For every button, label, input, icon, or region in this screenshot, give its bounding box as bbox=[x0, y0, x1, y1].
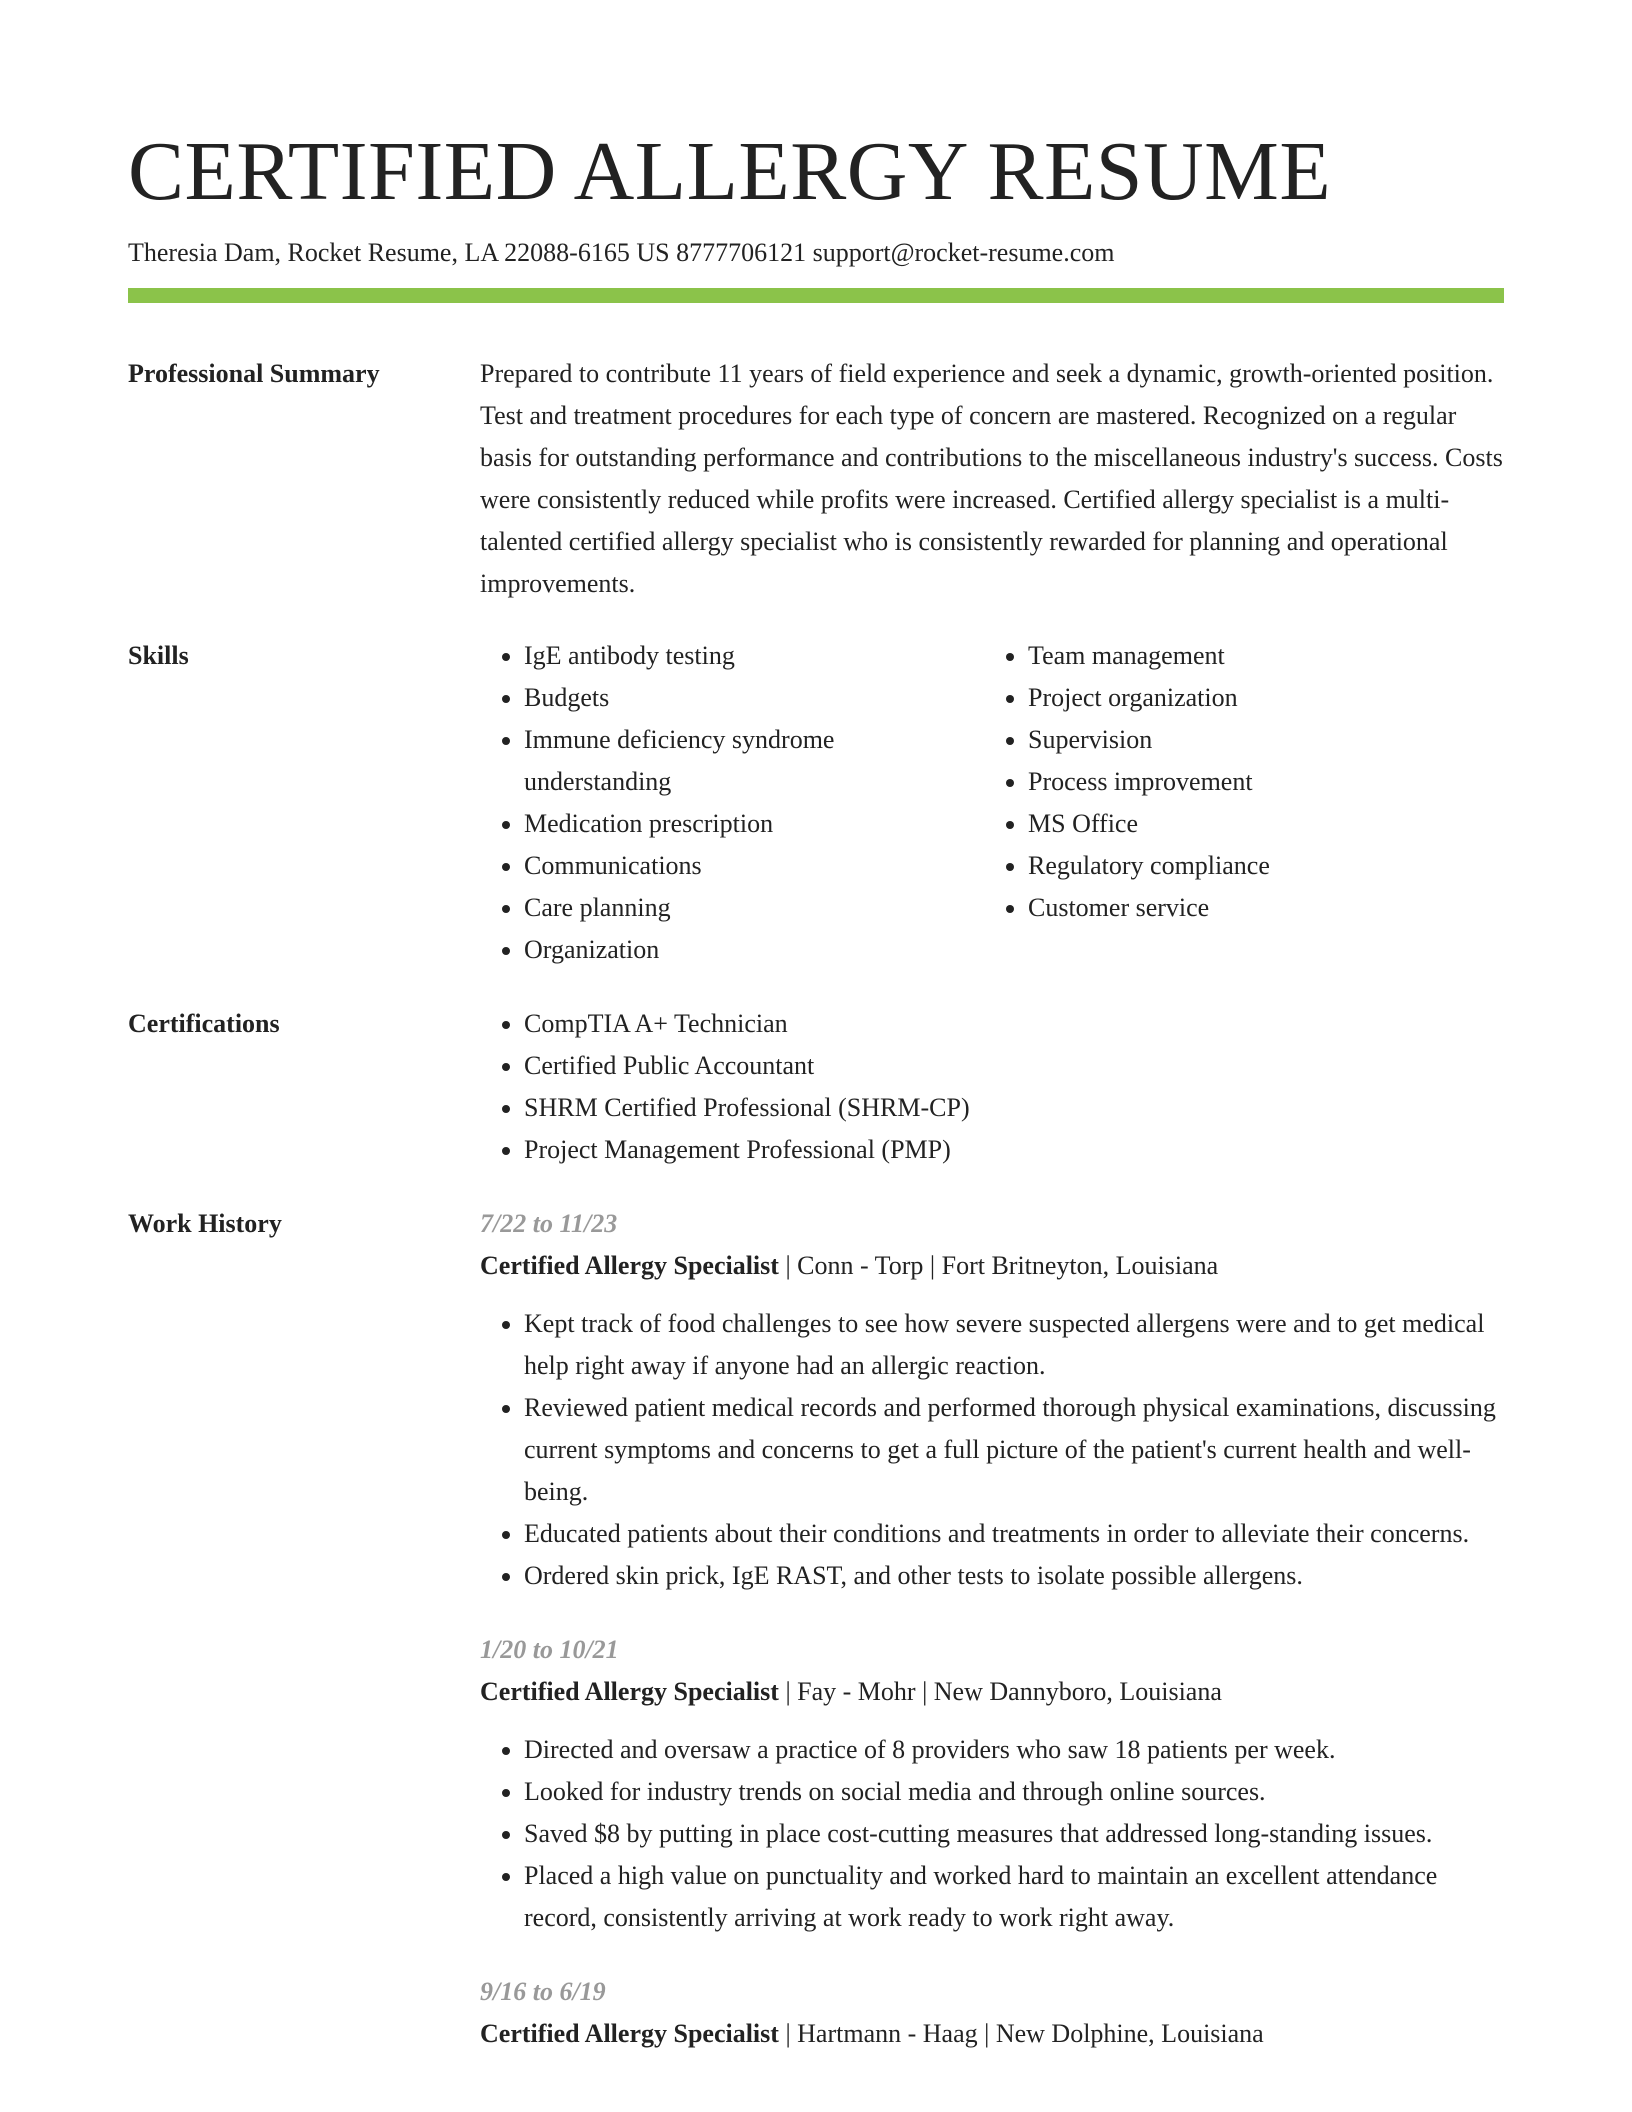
section-label: Work History bbox=[128, 1209, 282, 1238]
certifications-section bbox=[128, 1003, 1504, 1171]
skill-item: • IgE antibody testing bbox=[524, 635, 984, 677]
skill-item: • Organization bbox=[524, 929, 984, 971]
skill-item: • Care planning bbox=[524, 887, 984, 929]
job-employer-location: | Conn - Torp | Fort Britneyton, Louisiana bbox=[778, 1251, 1219, 1280]
skill-item: • Process improvement bbox=[1028, 761, 1528, 803]
certifications-list bbox=[480, 1003, 1504, 1171]
skills-list-right bbox=[984, 635, 1528, 971]
work-history-body bbox=[480, 1203, 1504, 2055]
skill-item: • Budgets bbox=[524, 677, 984, 719]
job-bullet: • Directed and oversaw a practice of 8 providers who saw 18 patients per week. bbox=[524, 1729, 1504, 1771]
skill-item: • Medication prescription bbox=[524, 803, 984, 845]
work-history-section bbox=[128, 1203, 1504, 2055]
accent-divider bbox=[128, 288, 1504, 303]
resume-title: CERTIFIED ALLERGY RESUME bbox=[128, 125, 1332, 218]
certification-item: • CompTIA A+ Technician bbox=[524, 1003, 1504, 1045]
job-dates: 7/22 to 11/23 bbox=[480, 1209, 618, 1238]
section-label: Skills bbox=[128, 641, 189, 670]
job-bullet: • Ordered skin prick, IgE RAST, and other tests to isolate possible allergens. bbox=[524, 1555, 1504, 1597]
certification-item: • Certified Public Accountant bbox=[524, 1045, 1504, 1087]
skill-item: • Immune deficiency syndrome understanding bbox=[524, 719, 984, 803]
job-employer-location: | Fay - Mohr | New Dannyboro, Louisiana bbox=[778, 1677, 1222, 1706]
job-entry bbox=[480, 1629, 1504, 1939]
job-bullet: • Looked for industry trends on social media and through online sources. bbox=[524, 1771, 1504, 1813]
certifications-body bbox=[480, 1003, 1504, 1171]
summary-text: Prepared to contribute 11 years of field experience and seek a dynamic, growth-oriented position. Test and treatment procedures for each type of concern are mastered. Recognized on a regular basis for outstanding performance and contributions to the miscellaneous industry's success. Costs were consistently reduced while profits were increased. Certified allergy specialist is a multi-talented certified allergy specialist who is consistently rewarded for planning and operational improvements. bbox=[480, 359, 1503, 598]
job-title-line bbox=[480, 2013, 1504, 2055]
skill-item: • Customer service bbox=[1028, 887, 1528, 929]
skill-item: • Regulatory compliance bbox=[1028, 845, 1528, 887]
summary-section bbox=[128, 353, 1504, 605]
job-dates: 9/16 to 6/19 bbox=[480, 1977, 606, 2006]
skill-item: • Communications bbox=[524, 845, 984, 887]
job-entry bbox=[480, 1203, 1504, 1597]
section-label: Professional Summary bbox=[128, 359, 380, 388]
job-title-line bbox=[480, 1245, 1504, 1287]
job-bullet-list bbox=[480, 1303, 1504, 1597]
skill-item: • MS Office bbox=[1028, 803, 1528, 845]
skill-item: • Supervision bbox=[1028, 719, 1528, 761]
skills-list-left bbox=[480, 635, 984, 971]
job-bullet: • Placed a high value on punctuality and worked hard to maintain an excellent attendance record, consistently arriving at work ready to work right away. bbox=[524, 1855, 1504, 1939]
skills-section bbox=[128, 635, 1504, 971]
job-bullet-list bbox=[480, 1729, 1504, 1939]
certification-item: • Project Management Professional (PMP) bbox=[524, 1129, 1504, 1171]
job-entry bbox=[480, 1971, 1504, 2055]
job-employer-location: | Hartmann - Haag | New Dolphine, Louisiana bbox=[778, 2019, 1264, 2048]
job-bullet: • Saved $8 by putting in place cost-cutting measures that addressed long-standing issues. bbox=[524, 1813, 1504, 1855]
certification-item: • SHRM Certified Professional (SHRM-CP) bbox=[524, 1087, 1504, 1129]
skill-item: • Project organization bbox=[1028, 677, 1528, 719]
skills-columns bbox=[480, 635, 1528, 971]
contact-line: Theresia Dam, Rocket Resume, LA 22088-6165 US 8777706121 support@rocket-resume.com bbox=[128, 238, 1115, 267]
skill-item: • Team management bbox=[1028, 635, 1528, 677]
job-title-line bbox=[480, 1671, 1504, 1713]
job-bullet: • Kept track of food challenges to see how severe suspected allergens were and to get medical help right away if anyone had an allergic reaction. bbox=[524, 1303, 1504, 1387]
job-title: Certified Allergy Specialist bbox=[480, 1677, 779, 1706]
job-title: Certified Allergy Specialist bbox=[480, 2019, 779, 2048]
section-label: Certifications bbox=[128, 1009, 280, 1038]
job-bullet: • Educated patients about their conditions and treatments in order to alleviate their concerns. bbox=[524, 1513, 1504, 1555]
resume-page bbox=[128, 0, 1504, 2055]
job-bullet: • Reviewed patient medical records and performed thorough physical examinations, discussing current symptoms and concerns to get a full picture of the patient's current health and well-being. bbox=[524, 1387, 1504, 1513]
job-dates: 1/20 to 10/21 bbox=[480, 1635, 619, 1664]
job-title: Certified Allergy Specialist bbox=[480, 1251, 779, 1280]
